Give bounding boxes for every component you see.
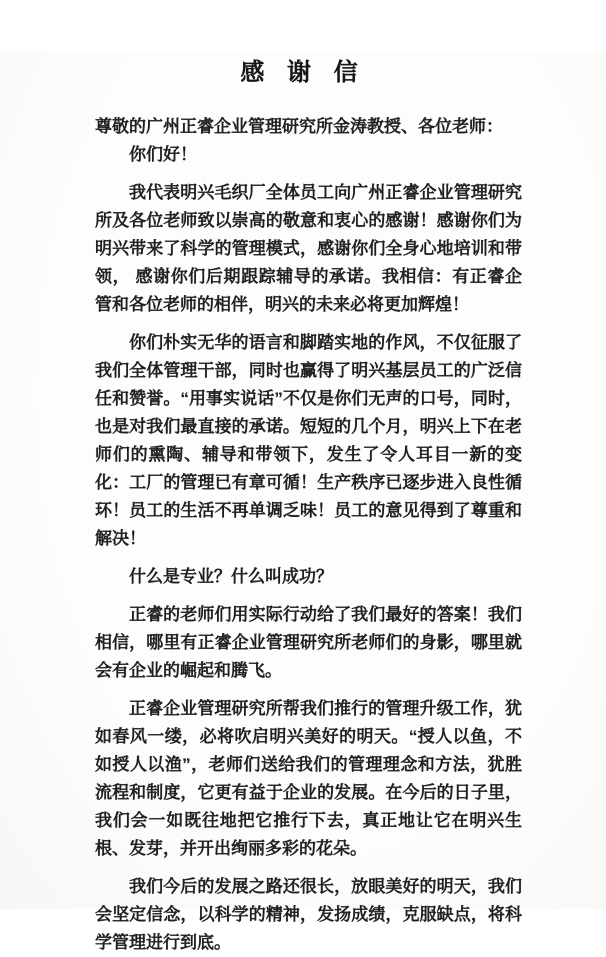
greeting-line: 你们好！	[129, 145, 197, 164]
salutation-line: 尊敬的广州正睿企业管理研究所金涛教授、各位老师：	[95, 117, 503, 136]
letter-page	[0, 52, 606, 952]
paragraph-upgrade: 正睿企业管理研究所帮我们推行的管理升级工作，犹如春风一缕，必将吹启明兴美好的明天。“授人以鱼，不如授人以渔”，老师们送给我们的管理理念和方法，犹胜流程和制度，它更有益于企业的发展。在今后的日子里，我们会一如既往地把它推行下去，真正地让它在明兴生根、发芽，并开出绚丽多彩的花朵。	[95, 699, 522, 858]
paragraph-praise: 你们朴实无华的语言和脚踏实地的作风，不仅征服了我们全体管理干部，同时也赢得了明兴基层员工的广泛信任和赞誉。“用事实说话”不仅是你们无声的口号，同时，也是对我们最直接的承诺。短短的几个月，明兴上下在老师们的熏陶、辅导和带领下，发生了令人耳目一新的变化：工厂的管理已有章可循！生产秩序已逐步进入良性循环！员工的生活不再单调乏味！员工的意见得到了尊重和解决！	[95, 333, 522, 548]
paragraph-answer: 正睿的老师们用实际行动给了我们最好的答案！我们相信，哪里有正睿企业管理研究所老师们的身影，哪里就会有企业的崛起和腾飞。	[95, 605, 522, 680]
paragraph-thanks: 我代表明兴毛织厂全体员工向广州正睿企业管理研究所及各位老师致以崇高的敬意和衷心的感谢！感谢你们为明兴带来了科学的管理模式，感谢你们全身心地培训和带领， 感谢你们后期跟踪辅导的承诺。我相信：有正睿企管和各位老师的相伴，明兴的未来必将更加辉煌！	[95, 183, 522, 314]
letter-title: 感 谢 信	[240, 59, 366, 86]
paragraph-closing: 我们今后的发展之路还很长，放眼美好的明天，我们会坚定信念，以科学的精神，发扬成绩，克服缺点，将科学管理进行到底。	[95, 877, 522, 952]
letter-body	[95, 113, 522, 957]
paragraph-question: 什么是专业？什么叫成功？	[129, 567, 333, 586]
